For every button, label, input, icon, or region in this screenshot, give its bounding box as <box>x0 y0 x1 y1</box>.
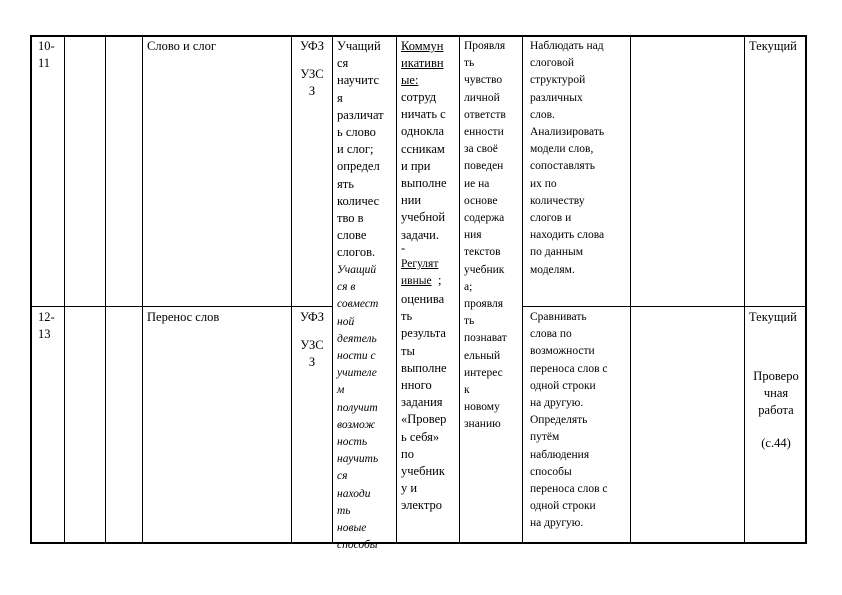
dash-separator: - <box>401 241 406 255</box>
row-divider <box>522 306 807 307</box>
column-divider <box>744 35 745 544</box>
column-divider <box>459 35 460 544</box>
column-divider <box>630 35 631 544</box>
personal-results: Проявля ть чувство личной ответств енности за своё поведен ие на основе содержа ния текстов учебник а; проявля ть познават ельный интерес к новому знанию <box>464 40 507 431</box>
row-divider <box>30 306 332 307</box>
communicative-text: сотруд ничать с однокла ссникам и при выполне нии учебной задачи. <box>401 90 447 242</box>
lesson-type-uzs: УЗС З <box>300 67 324 99</box>
lesson-type-ufz: УФЗ <box>299 310 325 324</box>
lesson-number: 10- 11 <box>38 39 55 71</box>
control-page: (с.44) <box>761 436 791 450</box>
regulative-text: оценива ть результа ты выполне нного задания «Провер ь себя» по учебник у и электро <box>401 292 447 513</box>
subject-results: Учащий ся научитс я различат ь слово и слог; определ ять количес тво в слове слогов. <box>337 39 384 260</box>
subject-results-extended: Учащий ся в совмест ной деятель ности с учителе м получит возмож ность научить ся находи ть новые способы <box>337 264 379 552</box>
column-divider <box>522 35 523 544</box>
student-activities: Наблюдать над слоговой структурой различных слов. Анализировать модели слов, сопоставлять их по количеству слогов и находить слова по данным моделям. <box>530 40 605 276</box>
regulative-semicolon: ; <box>438 273 442 287</box>
lesson-type-uzs: УЗС З <box>300 338 324 370</box>
lesson-type-ufz: УФЗ <box>299 39 325 53</box>
control-type: Текущий <box>749 310 797 324</box>
lesson-topic: Слово и слог <box>147 39 216 53</box>
column-divider <box>64 35 65 544</box>
column-divider <box>142 35 143 544</box>
control-type: Текущий <box>749 39 797 53</box>
column-divider <box>105 35 106 544</box>
regulative-label: Регулят ивные <box>401 258 439 288</box>
lesson-topic: Перенос слов <box>147 310 220 324</box>
control-note: Проверо чная работа <box>753 369 799 418</box>
communicative-label: Коммун икативн ые: <box>401 39 444 88</box>
student-activities: Сравнивать слова по возможности переноса слов с одной строки на другую. Определять путём наблюдения способы переноса слов с одной строки на другую. <box>530 311 608 530</box>
lesson-number: 12- 13 <box>38 310 55 342</box>
column-divider <box>332 35 333 544</box>
column-divider <box>396 35 397 544</box>
column-divider <box>291 35 292 544</box>
